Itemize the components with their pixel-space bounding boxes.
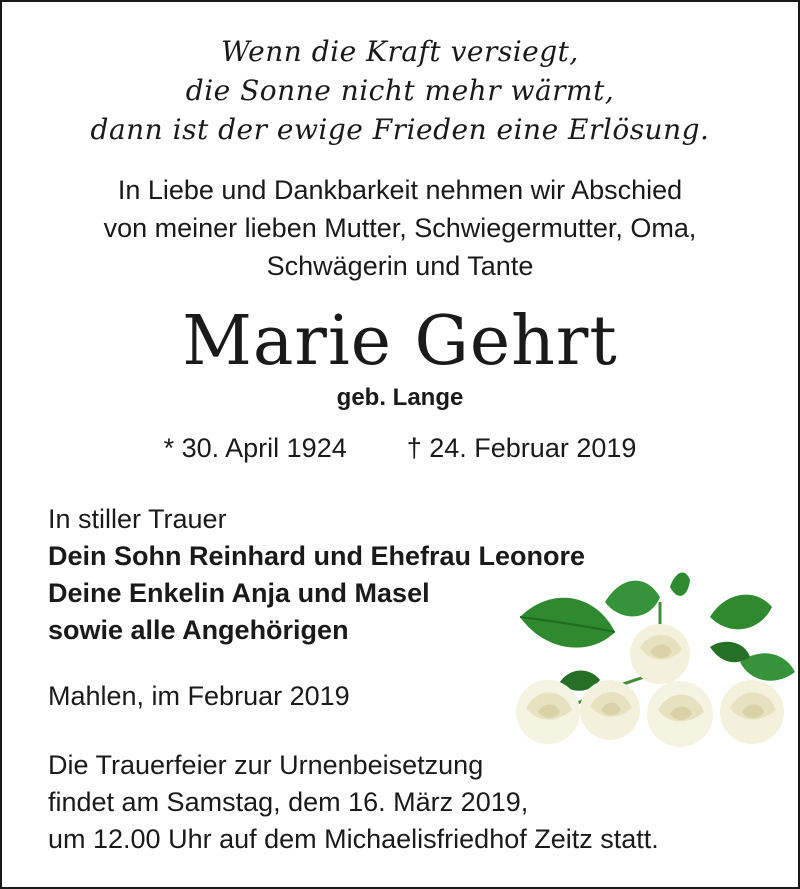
white-roses-icon: [510, 562, 800, 762]
farewell-intro: [2, 171, 798, 285]
intro-line: In Liebe und Dankbarkeit nehmen wir Abschied: [117, 175, 683, 205]
mourners-block: [48, 501, 585, 649]
ceremony-info: [48, 747, 659, 858]
place-date: Mahlen, im Februar 2019: [48, 681, 350, 711]
mourner-line: sowie alle Angehörigen: [48, 615, 349, 645]
ceremony-line: findet am Samstag, dem 16. März 2019,: [48, 787, 529, 817]
death-date: † 24. Februar 2019: [406, 433, 637, 463]
deceased-name: Marie Gehrt: [182, 302, 618, 381]
intro-line: Schwägerin und Tante: [266, 251, 534, 281]
mourner-line: Deine Enkelin Anja und Masel: [48, 578, 430, 608]
poem-line: dann ist der ewige Frieden eine Erlösung.: [90, 113, 710, 146]
life-dates: [2, 430, 798, 466]
poem: [2, 32, 798, 149]
ceremony-line: um 12.00 Uhr auf dem Michaelisfriedhof Zeitz statt.: [48, 824, 659, 854]
poem-line: Wenn die Kraft versiegt,: [221, 35, 579, 68]
mourning-intro: In stiller Trauer: [48, 504, 227, 534]
poem-line: die Sonne nicht mehr wärmt,: [185, 74, 615, 107]
ceremony-line: Die Trauerfeier zur Urnenbeisetzung: [48, 750, 484, 780]
intro-line: von meiner lieben Mutter, Schwiegermutter, Oma,: [103, 213, 697, 243]
birth-date: * 30. April 1924: [163, 433, 347, 463]
maiden-name: geb. Lange: [336, 384, 464, 411]
mourner-line: Dein Sohn Reinhard und Ehefrau Leonore: [48, 541, 586, 571]
